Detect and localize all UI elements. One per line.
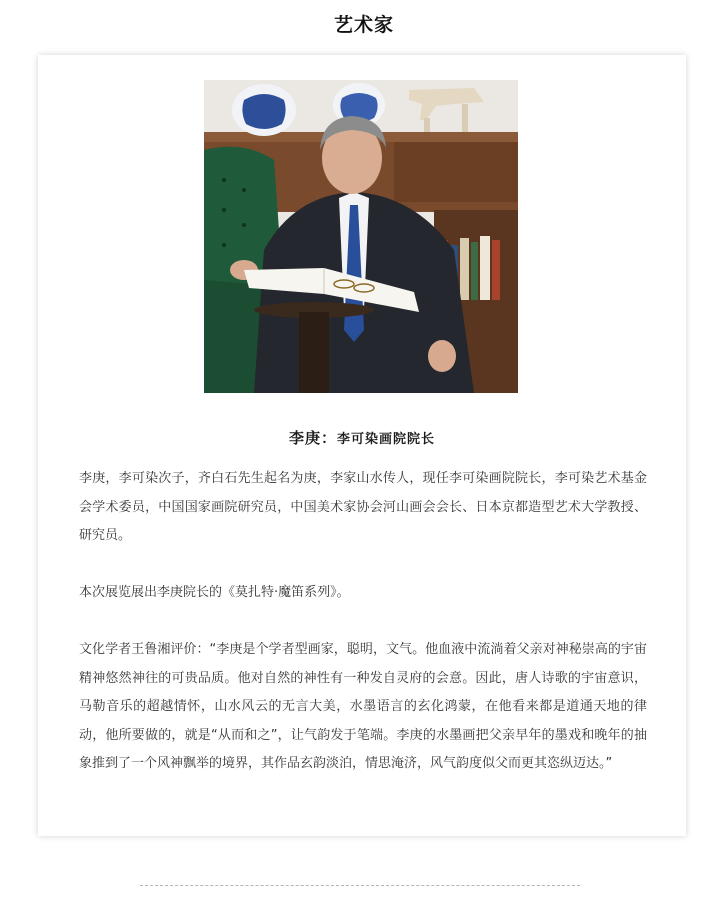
artist-caption [38,427,686,448]
bio-paragraph: 李庚，李可染次子，齐白石先生起名为庚，李家山水传人，现任李可染画院院长，李可染艺术基金会学术委员，中国国家画院研究员，中国美术家协会河山画会会长、日本京都造型艺术大学教授、研究员。 [79,471,647,543]
exhibition-paragraph: 本次展览展出李庚院长的《莫扎特·魔笛系列》。 [79,585,350,600]
artist-name: 李庚： [288,429,337,447]
critique-paragraph: 文化学者王鲁湘评价：“李庚是个学者型画家，聪明，文气。他血液中流淌着父亲对神秘崇高的宇宙精神悠然神往的可贵品质。他对自然的神性有一种发自灵府的会意。因此，唐人诗歌的宇宙意识，马勒音乐的超越情怀，山水风云的无言大美，水墨语言的玄化鸿蒙，在他看来都是道通天地的律动，他所要做的，就是“从而和之”，让气韵发于笔端。李庚的水墨画把父亲早年的墨戏和晚年的抽象推到了一个风神飘举的境界，其作品玄韵淡泊，情思淹济，风气韵度似父而更其恣纵迈达。” [79,642,647,771]
artist-bio [79,465,647,807]
artist-card [38,55,686,836]
section-divider [140,885,580,886]
artist-role: 李可染画院院长 [337,432,436,447]
page-title: 艺术家 [333,14,394,36]
artist-portrait-photo [204,80,518,393]
